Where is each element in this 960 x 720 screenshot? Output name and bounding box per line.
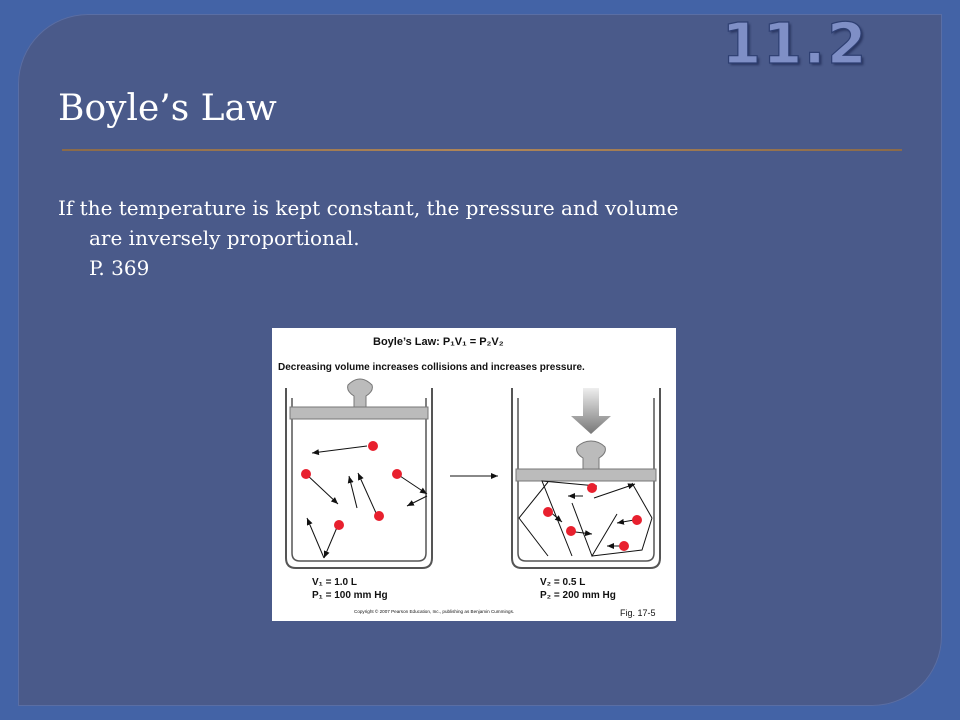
boyles-law-figure (272, 328, 676, 621)
body-line-1: If the temperature is kept constant, the pressure and volume (58, 196, 679, 220)
title-divider (62, 149, 902, 151)
body-text (58, 193, 858, 283)
right-piston (516, 469, 656, 481)
section-number: 11.2 (722, 12, 869, 77)
left-container (286, 379, 432, 568)
right-volume-label: V₂ = 0.5 L (540, 577, 586, 588)
page-reference: P. 369 (89, 256, 150, 280)
body-line-2: are inversely proportional. (89, 226, 360, 250)
figure-illustration (272, 328, 676, 621)
left-volume-label: V₁ = 1.0 L (312, 577, 357, 588)
left-piston (290, 407, 428, 419)
figure-subheading: Decreasing volume increases collisions and increases pressure. (278, 362, 585, 373)
copyright-notice: Copyright © 2007 Pearson Education, Inc., publishing as Benjamin Cummings. (354, 609, 515, 614)
figure-label: Fig. 17-5 (620, 608, 656, 618)
right-container (512, 388, 660, 568)
right-pressure-label: P₂ = 200 mm Hg (540, 590, 616, 601)
slide-title: Boyle’s Law (58, 88, 277, 129)
compression-arrow (571, 388, 611, 434)
figure-heading: Boyle’s Law: P₁V₁ = P₂V₂ (373, 336, 504, 348)
left-pressure-label: P₁ = 100 mm Hg (312, 590, 388, 601)
